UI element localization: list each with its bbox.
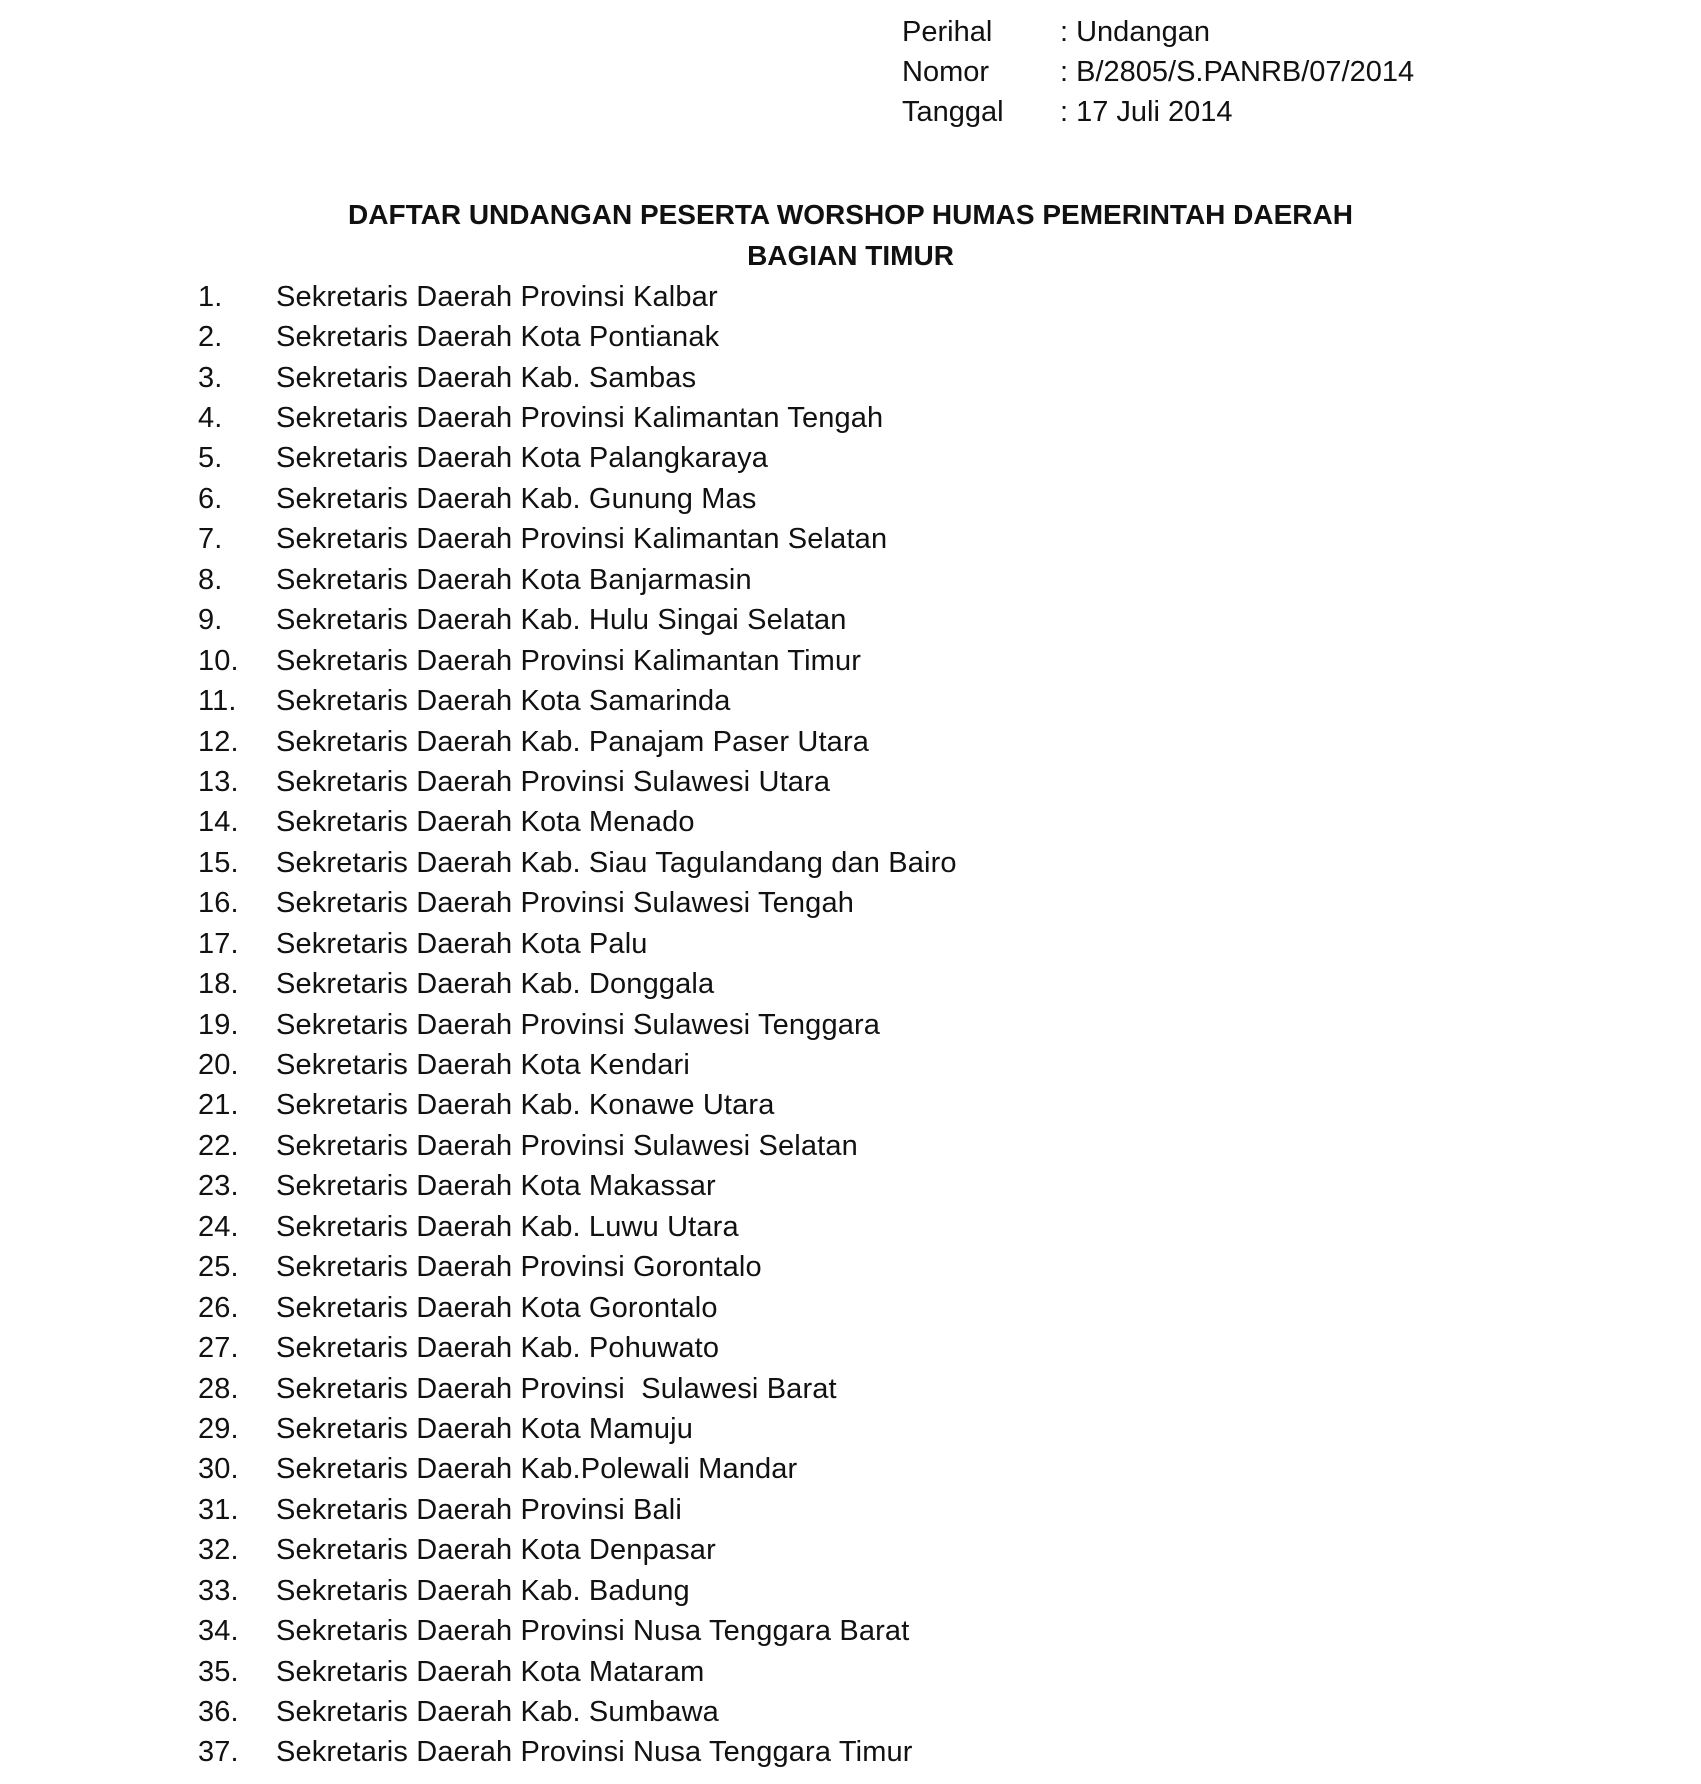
list-item — [198, 277, 957, 317]
list-item — [198, 1369, 957, 1409]
item-number: 10. — [198, 644, 239, 677]
list-item — [198, 762, 957, 802]
item-text: Sekretaris Daerah Kota Samarinda — [276, 685, 731, 718]
item-text: Sekretaris Daerah Provinsi Kalbar — [276, 280, 718, 313]
meta-label: Perihal — [902, 15, 993, 48]
item-text: Sekretaris Daerah Kab. Gunung Mas — [276, 482, 757, 515]
item-number: 23. — [198, 1170, 239, 1203]
item-number: 5. — [198, 442, 223, 475]
item-number: 18. — [198, 968, 239, 1001]
item-number: 16. — [198, 887, 239, 920]
meta-value: : Undangan — [1060, 15, 1210, 48]
item-number: 22. — [198, 1129, 239, 1162]
invitee-list — [198, 277, 957, 1773]
item-number: 30. — [198, 1453, 239, 1486]
item-text: Sekretaris Daerah Kota Mamuju — [276, 1412, 693, 1445]
item-text: Sekretaris Daerah Provinsi Kalimantan Tengah — [276, 402, 884, 435]
item-number: 20. — [198, 1049, 239, 1082]
list-item — [198, 1450, 957, 1490]
list-item — [198, 1328, 957, 1368]
item-text: Sekretaris Daerah Kab. Sumbawa — [276, 1696, 719, 1729]
item-text: Sekretaris Daerah Kota Gorontalo — [276, 1291, 718, 1324]
title-line-1: DAFTAR UNDANGAN PESERTA WORSHOP HUMAS PEMERINTAH DAERAH — [348, 199, 1353, 230]
item-text: Sekretaris Daerah Kota Mataram — [276, 1655, 705, 1688]
list-item — [198, 681, 957, 721]
list-item — [198, 1409, 957, 1449]
item-number: 3. — [198, 361, 223, 394]
item-text: Sekretaris Daerah Kab. Badung — [276, 1574, 690, 1607]
list-item — [198, 560, 957, 600]
list-item — [198, 1490, 957, 1530]
item-number: 26. — [198, 1291, 239, 1324]
title-line-2: BAGIAN TIMUR — [747, 240, 954, 271]
item-number: 1. — [198, 280, 223, 313]
list-item — [198, 1248, 957, 1288]
item-number: 37. — [198, 1736, 239, 1769]
item-text: Sekretaris Daerah Kota Makassar — [276, 1170, 716, 1203]
item-text: Sekretaris Daerah Kota Pontianak — [276, 321, 720, 354]
list-item — [198, 1005, 957, 1045]
list-item — [198, 1167, 957, 1207]
item-text: Sekretaris Daerah Kota Banjarmasin — [276, 563, 752, 596]
item-text: Sekretaris Daerah Kab. Pohuwato — [276, 1332, 720, 1365]
list-item — [198, 1611, 957, 1651]
item-number: 9. — [198, 604, 223, 637]
item-number: 32. — [198, 1534, 239, 1567]
meta-label: Nomor — [902, 55, 990, 88]
item-text: Sekretaris Daerah Kota Denpasar — [276, 1534, 716, 1567]
item-number: 7. — [198, 523, 223, 556]
item-number: 6. — [198, 482, 223, 515]
item-text: Sekretaris Daerah Kab. Sambas — [276, 361, 697, 394]
item-text: Sekretaris Daerah Kota Kendari — [276, 1049, 690, 1082]
list-item — [198, 1126, 957, 1166]
item-text: Sekretaris Daerah Kab. Siau Tagulandang dan Bairo — [276, 846, 957, 879]
item-number: 11. — [198, 685, 237, 718]
list-item — [198, 722, 957, 762]
item-number: 27. — [198, 1332, 239, 1365]
item-number: 14. — [198, 806, 239, 839]
list-item — [198, 1733, 957, 1773]
item-number: 28. — [198, 1372, 239, 1405]
document-title — [0, 194, 1701, 276]
item-number: 4. — [198, 402, 223, 435]
list-item — [198, 803, 957, 843]
meta-value: : 17 Juli 2014 — [1060, 95, 1233, 128]
list-item — [198, 520, 957, 560]
item-number: 13. — [198, 765, 239, 798]
item-number: 31. — [198, 1493, 239, 1526]
item-text: Sekretaris Daerah Kab. Luwu Utara — [276, 1210, 739, 1243]
list-item — [198, 601, 957, 641]
list-item — [198, 924, 957, 964]
meta-row-perihal — [902, 12, 1414, 52]
meta-label: Tanggal — [902, 95, 1004, 128]
list-item — [198, 358, 957, 398]
item-text: Sekretaris Daerah Kab. Hulu Singai Selatan — [276, 604, 847, 637]
item-text: Sekretaris Daerah Provinsi Bali — [276, 1493, 682, 1526]
list-item — [198, 1288, 957, 1328]
item-number: 12. — [198, 725, 239, 758]
item-number: 29. — [198, 1412, 239, 1445]
meta-row-nomor — [902, 52, 1414, 92]
list-item — [198, 1692, 957, 1732]
item-text: Sekretaris Daerah Provinsi Nusa Tenggara Timur — [276, 1736, 913, 1769]
list-item — [198, 1207, 957, 1247]
item-number: 33. — [198, 1574, 239, 1607]
item-text: Sekretaris Daerah Provinsi Sulawesi Tengah — [276, 887, 855, 920]
item-number: 24. — [198, 1210, 239, 1243]
item-text: Sekretaris Daerah Provinsi Sulawesi Utara — [276, 765, 831, 798]
list-item — [198, 479, 957, 519]
item-text: Sekretaris Daerah Provinsi Sulawesi Barat — [276, 1372, 837, 1405]
item-text: Sekretaris Daerah Provinsi Nusa Tenggara Barat — [276, 1615, 910, 1648]
list-item — [198, 317, 957, 357]
item-number: 36. — [198, 1696, 239, 1729]
list-item — [198, 1045, 957, 1085]
list-item — [198, 439, 957, 479]
item-number: 8. — [198, 563, 223, 596]
list-item — [198, 641, 957, 681]
item-number: 35. — [198, 1655, 239, 1688]
item-text: Sekretaris Daerah Kota Menado — [276, 806, 695, 839]
list-item — [198, 398, 957, 438]
item-number: 25. — [198, 1251, 239, 1284]
item-text: Sekretaris Daerah Kab. Konawe Utara — [276, 1089, 775, 1122]
list-item — [198, 1571, 957, 1611]
item-text: Sekretaris Daerah Kota Palu — [276, 927, 648, 960]
item-number: 21. — [198, 1089, 239, 1122]
item-text: Sekretaris Daerah Kab.Polewali Mandar — [276, 1453, 798, 1486]
item-text: Sekretaris Daerah Kab. Panajam Paser Utara — [276, 725, 870, 758]
list-item — [198, 1531, 957, 1571]
list-item — [198, 1652, 957, 1692]
item-text: Sekretaris Daerah Provinsi Gorontalo — [276, 1251, 762, 1284]
item-number: 17. — [198, 927, 239, 960]
list-item — [198, 964, 957, 1004]
item-text: Sekretaris Daerah Provinsi Sulawesi Selatan — [276, 1129, 858, 1162]
item-text: Sekretaris Daerah Provinsi Kalimantan Timur — [276, 644, 862, 677]
letter-meta — [902, 12, 1414, 132]
item-text: Sekretaris Daerah Provinsi Kalimantan Selatan — [276, 523, 888, 556]
item-number: 19. — [198, 1008, 239, 1041]
item-text: Sekretaris Daerah Kab. Donggala — [276, 968, 715, 1001]
meta-value: : B/2805/S.PANRB/07/2014 — [1060, 55, 1415, 88]
item-number: 34. — [198, 1615, 239, 1648]
item-text: Sekretaris Daerah Provinsi Sulawesi Tenggara — [276, 1008, 881, 1041]
list-item — [198, 1086, 957, 1126]
meta-row-tanggal — [902, 92, 1414, 132]
item-number: 15. — [198, 846, 239, 879]
list-item — [198, 884, 957, 924]
item-number: 2. — [198, 321, 223, 354]
list-item — [198, 843, 957, 883]
item-text: Sekretaris Daerah Kota Palangkaraya — [276, 442, 769, 475]
